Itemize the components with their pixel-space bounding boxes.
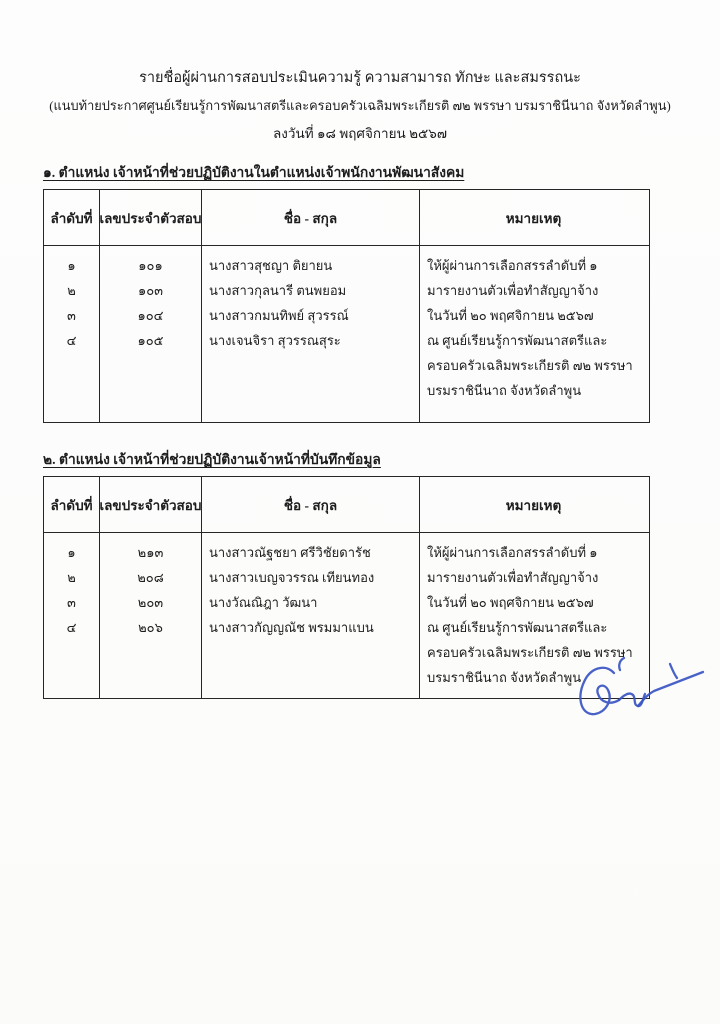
table-1-body [44, 246, 649, 422]
remark-line: มารายงานตัวเพื่อทำสัญญาจ้าง [427, 283, 599, 298]
table-1-col-no [44, 246, 100, 422]
col-header-name: ชื่อ - สกุล [202, 477, 420, 532]
table-row: นางวัณณิฎา วัฒนา [209, 595, 318, 610]
table-row: ๒ [67, 570, 76, 585]
table-2-body [44, 533, 649, 698]
section-1-heading: ๑. ตำแหน่ง เจ้าหน้าที่ช่วยปฏิบัติงานในตำแหน่งเจ้าพนักงานพัฒนาสังคม [43, 165, 465, 180]
section-2-heading: ๒. ตำแหน่ง เจ้าหน้าที่ช่วยปฏิบัติงานเจ้าหน้าที่บันทึกข้อมูล [43, 452, 381, 467]
table-row: นางสาวสุชญา ติยายน [209, 258, 333, 273]
section-position-2 [43, 449, 648, 699]
remark-line: ให้ผู้ผ่านการเลือกสรรลำดับที่ ๑ [427, 258, 598, 273]
table-row: ๑ [67, 545, 76, 560]
table-2-header-row [44, 477, 649, 533]
table-row: นางสาวณัฐชยา ศรีวิชัยดารัช [209, 545, 371, 560]
table-2-col-name [202, 533, 420, 698]
table-row: ๑๐๑ [138, 258, 163, 273]
document-date: ลงวันที่ ๑๘ พฤศจิกายน ๒๕๖๗ [273, 126, 447, 141]
remark-line: ให้ผู้ผ่านการเลือกสรรลำดับที่ ๑ [427, 545, 598, 560]
table-1-header-row [44, 190, 649, 246]
remark-line: ครอบครัวเฉลิมพระเกียรติ ๗๒ พรรษา [427, 358, 633, 373]
document-header [0, 0, 720, 148]
table-position-1 [43, 189, 650, 423]
document-subtitle: (แนบท้ายประกาศศูนย์เรียนรู้การพัฒนาสตรีและครอบครัวเฉลิมพระเกียรติ ๗๒ พรรษา บรมราชินีนาถ จังหวัดลำพูน) [49, 99, 671, 113]
table-row: ๒๐๓ [137, 595, 164, 610]
remark-line: ณ ศูนย์เรียนรู้การพัฒนาสตรีและ [427, 333, 608, 348]
col-header-no: ลำดับที่ [44, 477, 100, 532]
remark-line: ในวันที่ ๒๐ พฤศจิกายน ๒๕๖๗ [427, 308, 594, 323]
table-row: ๓ [67, 595, 76, 610]
table-2-col-exam-id [100, 533, 202, 698]
table-1-col-name [202, 246, 420, 422]
col-header-remark: หมายเหตุ [505, 210, 562, 226]
col-header-exam-id: เลขประจำตัวสอบ [100, 477, 202, 532]
remark-line: บรมราชินีนาถ จังหวัดลำพูน [427, 383, 582, 398]
table-position-2 [43, 476, 650, 699]
table-1-col-remark [420, 246, 647, 422]
col-header-remark: หมายเหตุ [505, 497, 562, 513]
table-row: ๒๐๘ [137, 570, 164, 585]
section-position-1 [43, 162, 648, 423]
table-row: ๑ [67, 258, 76, 273]
col-header-name: ชื่อ - สกุล [202, 190, 420, 245]
table-row: ๒ [67, 283, 76, 298]
table-row: นางเจนจิรา สุวรรณสุระ [209, 333, 341, 348]
table-1-col-exam-id [100, 246, 202, 422]
table-row: นางสาวกมนทิพย์ สุวรรณ์ [209, 308, 349, 323]
table-row: ๒๐๖ [138, 620, 163, 635]
table-row: นางสาวกัญญณัช พรมมาแบน [209, 620, 374, 635]
col-header-no: ลำดับที่ [44, 190, 100, 245]
table-row: ๑๐๔ [137, 308, 164, 323]
table-row: นางสาวเบญจวรรณ เทียนทอง [209, 570, 375, 585]
remark-line: ครอบครัวเฉลิมพระเกียรติ ๗๒ พรรษา [427, 645, 633, 660]
table-2-col-remark [420, 533, 647, 698]
table-row: นางสาวกุลนารี ตนพยอม [209, 283, 347, 298]
table-row: ๔ [66, 333, 77, 348]
remark-line: มารายงานตัวเพื่อทำสัญญาจ้าง [427, 570, 599, 585]
remark-line: ณ ศูนย์เรียนรู้การพัฒนาสตรีและ [427, 620, 608, 635]
table-row: ๑๐๓ [137, 283, 164, 298]
table-2-col-no [44, 533, 100, 698]
col-header-exam-id: เลขประจำตัวสอบ [100, 190, 202, 245]
remark-line: บรมราชินีนาถ จังหวัดลำพูน [427, 670, 582, 685]
document-title: รายชื่อผู้ผ่านการสอบประเมินความรู้ ความสามารถ ทักษะ และสมรรถนะ [139, 70, 581, 86]
table-row: ๔ [66, 620, 77, 635]
table-row: ๓ [67, 308, 76, 323]
remark-line: ในวันที่ ๒๐ พฤศจิกายน ๒๕๖๗ [427, 595, 594, 610]
table-row: ๒๑๓ [137, 545, 164, 560]
table-row: ๑๐๕ [137, 333, 164, 348]
